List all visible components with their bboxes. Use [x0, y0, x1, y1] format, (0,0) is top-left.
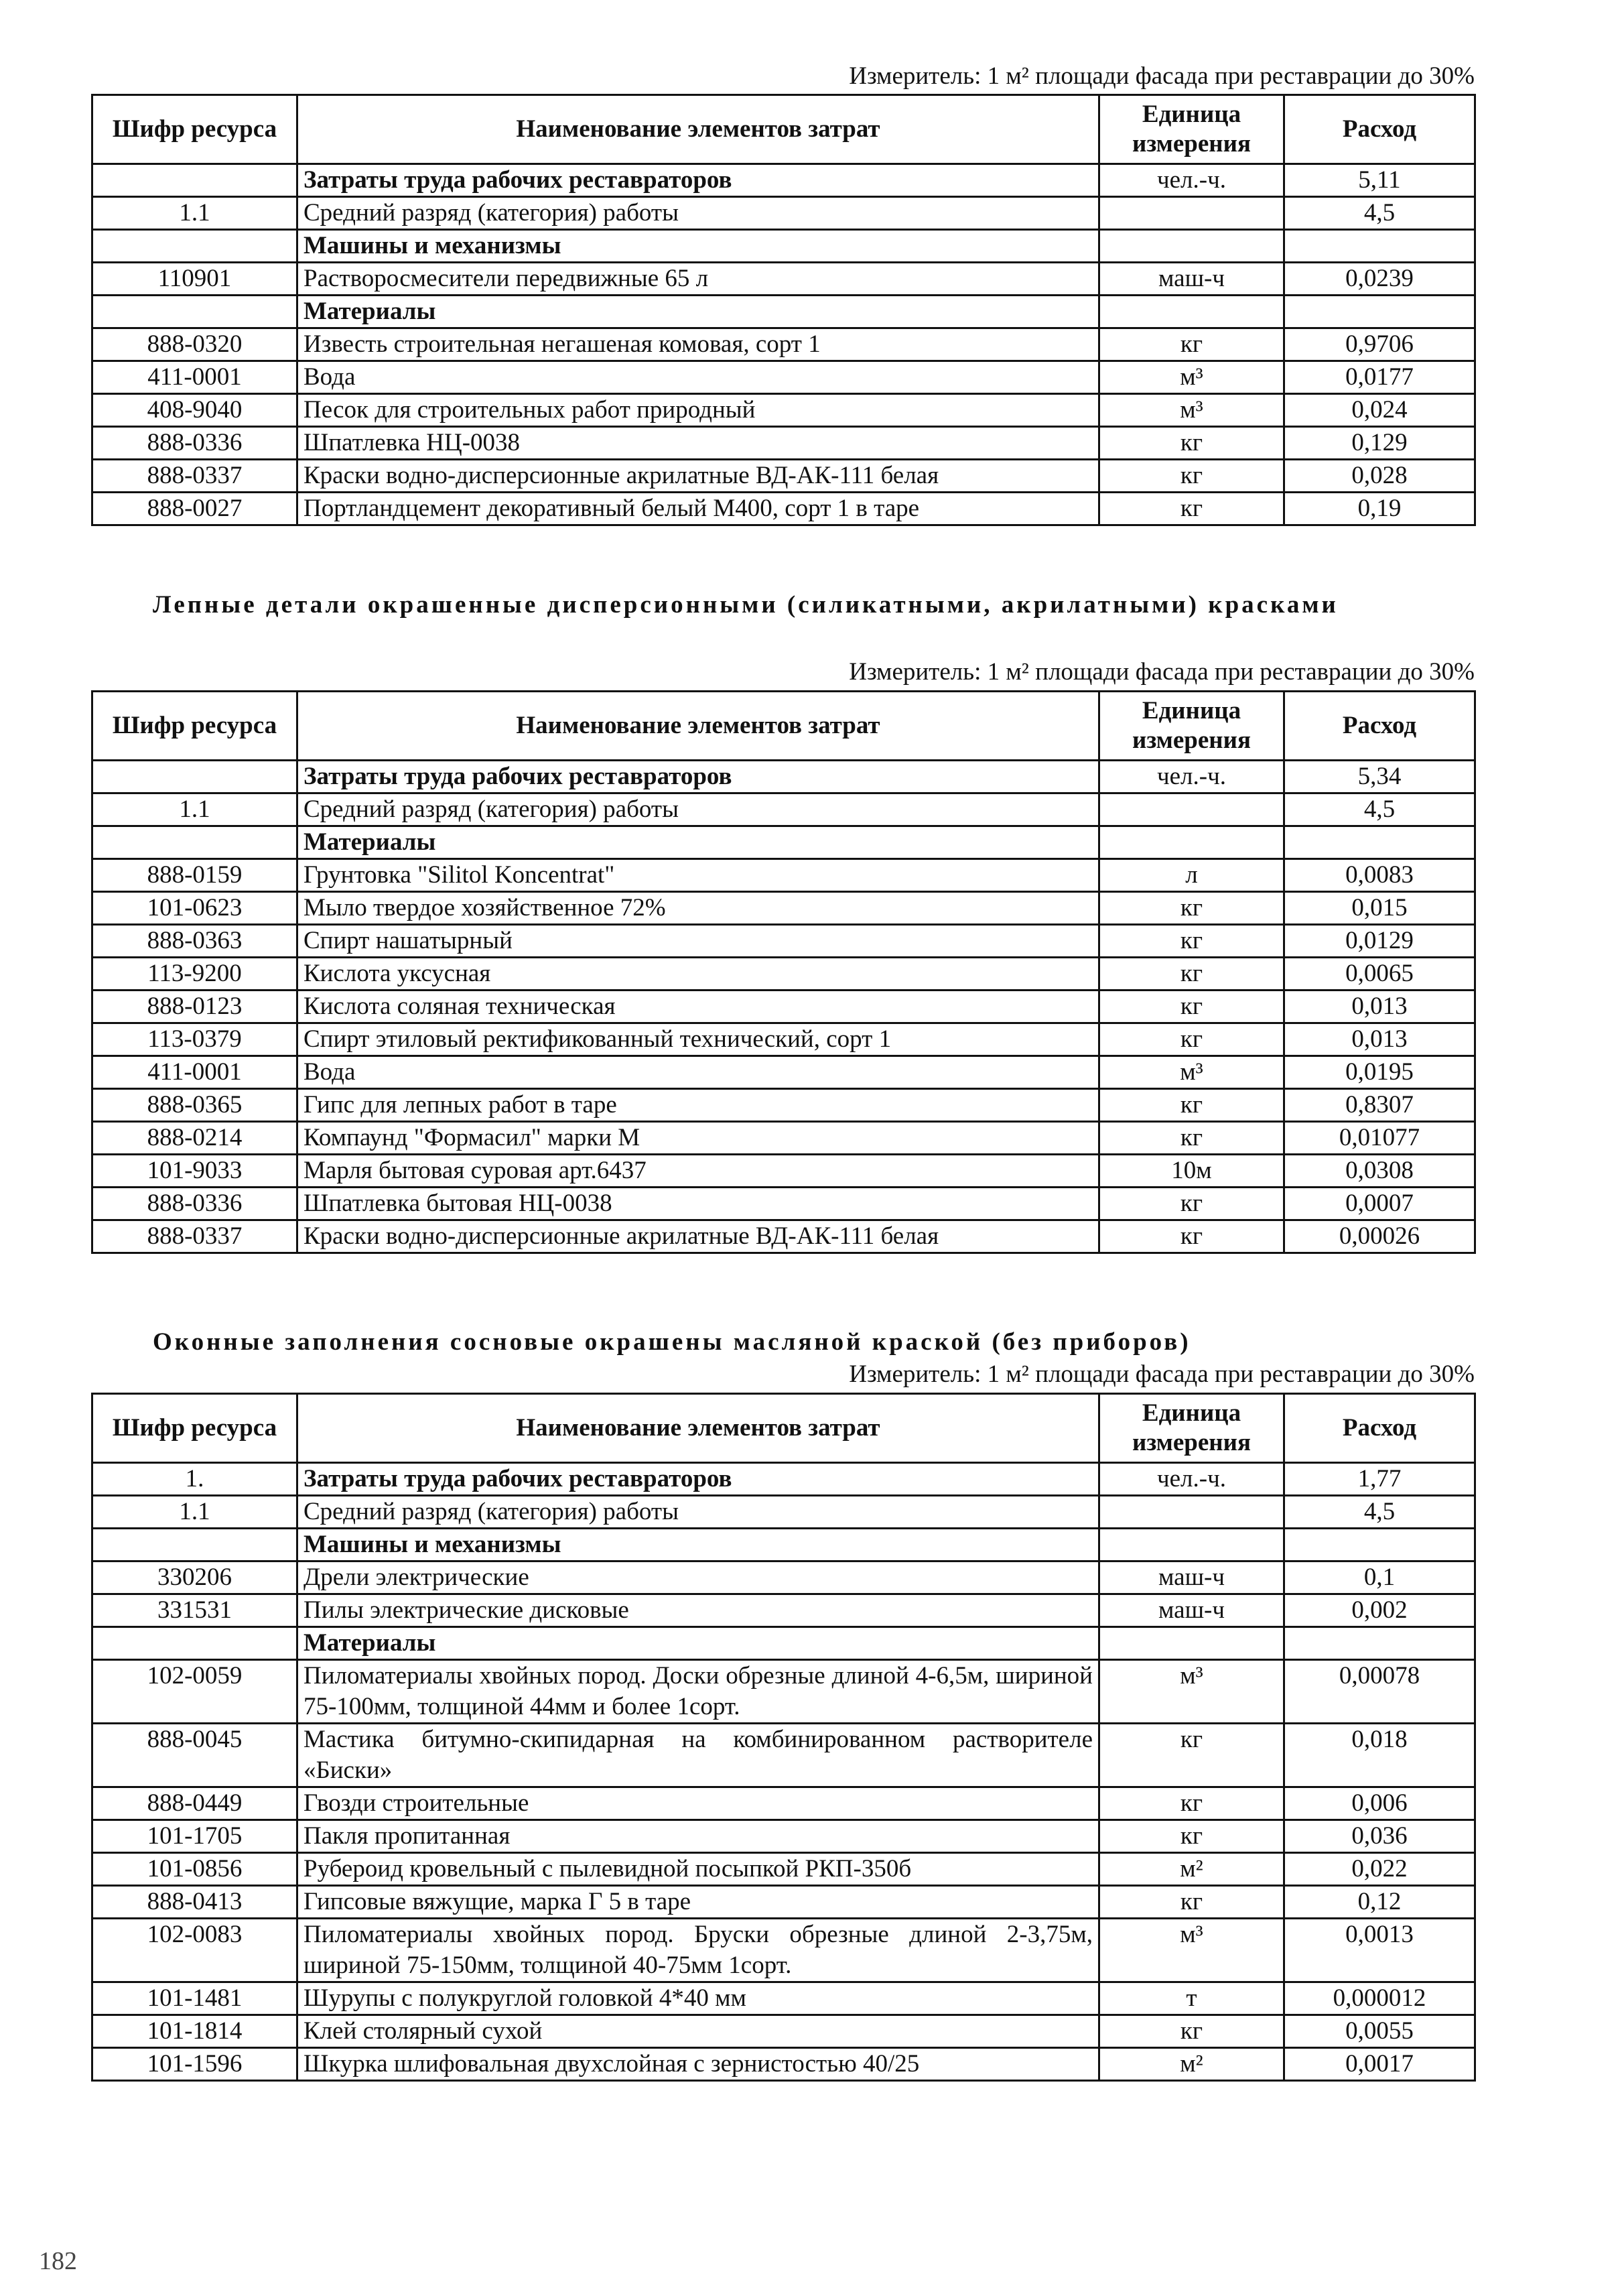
name-cell: Краски водно-дисперсионные акрилатные ВД-АК-111 белая	[297, 1220, 1099, 1253]
name-cell: Марля бытовая суровая арт.6437	[297, 1155, 1099, 1188]
qty-cell: 0,8307	[1284, 1089, 1475, 1122]
name-cell: Пиломатериалы хвойных пород. Бруски обрезные длиной 2-3,75м, шириной 75-150мм, толщиной 40-75мм 1сорт.	[297, 1919, 1099, 1982]
section-title-3: Оконные заполнения сосновые окрашены масляной краской (без приборов)	[153, 1328, 1191, 1356]
qty-cell: 0,013	[1284, 991, 1475, 1023]
code-cell: 101-1814	[92, 2015, 297, 2048]
section-title-2: Лепные детали окрашенные дисперсионными (силикатными, акрилатными) красками	[153, 591, 1339, 619]
unit-cell	[1099, 296, 1284, 328]
table-row	[92, 892, 1475, 925]
meter-1: Измеритель: 1 м² площади фасада при реставрации до 30%	[849, 62, 1475, 90]
table-row	[92, 296, 1475, 328]
table-row	[92, 1056, 1475, 1089]
code-cell: 411-0001	[92, 361, 297, 394]
table-row	[92, 1496, 1475, 1529]
qty-cell: 0,0308	[1284, 1155, 1475, 1188]
qty-cell: 0,015	[1284, 892, 1475, 925]
table-row	[92, 1561, 1475, 1594]
header-code: Шифр ресурса	[92, 95, 297, 164]
unit-cell: 10м	[1099, 1155, 1284, 1188]
table-row	[92, 991, 1475, 1023]
header-unit: Единица измерения	[1099, 1394, 1284, 1463]
name-cell: Мастика битумно-скипидарная на комбинированном растворителе «Биски»	[297, 1724, 1099, 1787]
qty-cell: 5,11	[1284, 164, 1475, 197]
unit-cell	[1099, 1496, 1284, 1529]
unit-cell: кг	[1099, 1886, 1284, 1919]
unit-cell: кг	[1099, 991, 1284, 1023]
unit-cell	[1099, 1627, 1284, 1660]
code-cell: 1.1	[92, 793, 297, 826]
name-cell: Пакля пропитанная	[297, 1820, 1099, 1853]
unit-cell	[1099, 230, 1284, 263]
name-cell: Гвозди строительные	[297, 1787, 1099, 1820]
code-cell: 888-0337	[92, 460, 297, 493]
qty-cell: 0,024	[1284, 394, 1475, 427]
qty-cell: 0,002	[1284, 1594, 1475, 1627]
code-cell: 408-9040	[92, 394, 297, 427]
qty-cell: 5,34	[1284, 761, 1475, 793]
qty-cell: 0,006	[1284, 1787, 1475, 1820]
code-cell: 1.1	[92, 1496, 297, 1529]
header-name: Наименование элементов затрат	[297, 692, 1099, 761]
code-cell	[92, 1627, 297, 1660]
name-cell: Средний разряд (категория) работы	[297, 793, 1099, 826]
table-row	[92, 1982, 1475, 2015]
table-row	[92, 1886, 1475, 1919]
name-cell: Кислота уксусная	[297, 958, 1099, 991]
table-row	[92, 859, 1475, 892]
table-row	[92, 1220, 1475, 1253]
unit-cell: кг	[1099, 1787, 1284, 1820]
name-cell: Спирт нашатырный	[297, 925, 1099, 958]
table-row	[92, 1627, 1475, 1660]
table-row	[92, 1724, 1475, 1787]
table-row	[92, 1853, 1475, 1886]
table-row	[92, 164, 1475, 197]
qty-cell	[1284, 826, 1475, 859]
code-cell: 331531	[92, 1594, 297, 1627]
name-cell: Машины и механизмы	[297, 1529, 1099, 1561]
table-row	[92, 1787, 1475, 1820]
name-cell: Шпатлевка бытовая НЦ-0038	[297, 1188, 1099, 1220]
qty-cell: 0,000012	[1284, 1982, 1475, 2015]
qty-cell	[1284, 1627, 1475, 1660]
name-cell: Шкурка шлифовальная двухслойная с зернистостью 40/25	[297, 2048, 1099, 2081]
name-cell: Вода	[297, 1056, 1099, 1089]
code-cell: 101-1705	[92, 1820, 297, 1853]
name-cell: Компаунд "Формасил" марки М	[297, 1122, 1099, 1155]
qty-cell: 0,036	[1284, 1820, 1475, 1853]
unit-cell: м³	[1099, 1660, 1284, 1724]
unit-cell: кг	[1099, 493, 1284, 525]
table-row	[92, 394, 1475, 427]
qty-cell: 0,0013	[1284, 1919, 1475, 1982]
name-cell: Пилы электрические дисковые	[297, 1594, 1099, 1627]
table-row	[92, 1463, 1475, 1496]
name-cell: Машины и механизмы	[297, 230, 1099, 263]
unit-cell: кг	[1099, 328, 1284, 361]
code-cell	[92, 296, 297, 328]
unit-cell: м²	[1099, 2048, 1284, 2081]
code-cell: 888-0413	[92, 1886, 297, 1919]
qty-cell: 0,0055	[1284, 2015, 1475, 2048]
table-row	[92, 493, 1475, 525]
code-cell: 888-0320	[92, 328, 297, 361]
table-row	[92, 230, 1475, 263]
name-cell: Рубероид кровельный с пылевидной посыпкой РКП-350б	[297, 1853, 1099, 1886]
qty-cell: 0,12	[1284, 1886, 1475, 1919]
table-row	[92, 826, 1475, 859]
name-cell: Песок для строительных работ природный	[297, 394, 1099, 427]
unit-cell: м²	[1099, 1853, 1284, 1886]
table-row	[92, 1155, 1475, 1188]
qty-cell: 0,022	[1284, 1853, 1475, 1886]
qty-cell: 0,0195	[1284, 1056, 1475, 1089]
qty-cell: 4,5	[1284, 197, 1475, 230]
table-row	[92, 361, 1475, 394]
header-qty: Расход	[1284, 1394, 1475, 1463]
qty-cell: 1,77	[1284, 1463, 1475, 1496]
name-cell: Средний разряд (категория) работы	[297, 197, 1099, 230]
qty-cell: 0,9706	[1284, 328, 1475, 361]
resource-table-3	[91, 1393, 1476, 2082]
qty-cell	[1284, 1529, 1475, 1561]
qty-cell: 0,0065	[1284, 958, 1475, 991]
code-cell: 101-0623	[92, 892, 297, 925]
code-cell: 888-0045	[92, 1724, 297, 1787]
code-cell: 888-0365	[92, 1089, 297, 1122]
code-cell: 102-0059	[92, 1660, 297, 1724]
qty-cell	[1284, 296, 1475, 328]
unit-cell	[1099, 793, 1284, 826]
unit-cell: кг	[1099, 1089, 1284, 1122]
unit-cell: м³	[1099, 394, 1284, 427]
code-cell: 101-1596	[92, 2048, 297, 2081]
code-cell: 888-0159	[92, 859, 297, 892]
table-row	[92, 793, 1475, 826]
qty-cell: 0,129	[1284, 427, 1475, 460]
code-cell	[92, 230, 297, 263]
table-row	[92, 427, 1475, 460]
qty-cell: 0,0017	[1284, 2048, 1475, 2081]
table-row	[92, 958, 1475, 991]
name-cell: Гипсовые вяжущие, марка Г 5 в таре	[297, 1886, 1099, 1919]
name-cell: Кислота соляная техническая	[297, 991, 1099, 1023]
qty-cell: 4,5	[1284, 793, 1475, 826]
header-unit: Единица измерения	[1099, 692, 1284, 761]
qty-cell: 0,0129	[1284, 925, 1475, 958]
name-cell: Клей столярный сухой	[297, 2015, 1099, 2048]
name-cell: Материалы	[297, 826, 1099, 859]
header-name: Наименование элементов затрат	[297, 95, 1099, 164]
name-cell: Грунтовка "Silitol Koncentrat"	[297, 859, 1099, 892]
unit-cell: кг	[1099, 958, 1284, 991]
table-row	[92, 761, 1475, 793]
unit-cell: кг	[1099, 1724, 1284, 1787]
table-row	[92, 263, 1475, 296]
name-cell: Средний разряд (категория) работы	[297, 1496, 1099, 1529]
unit-cell: маш-ч	[1099, 1561, 1284, 1594]
code-cell: 330206	[92, 1561, 297, 1594]
page-number: 182	[39, 2247, 77, 2275]
qty-cell: 0,0007	[1284, 1188, 1475, 1220]
unit-cell: м³	[1099, 1056, 1284, 1089]
qty-cell: 0,0083	[1284, 859, 1475, 892]
name-cell: Затраты труда рабочих реставраторов	[297, 164, 1099, 197]
qty-cell: 0,00026	[1284, 1220, 1475, 1253]
unit-cell: м³	[1099, 1919, 1284, 1982]
code-cell: 888-0337	[92, 1220, 297, 1253]
unit-cell: кг	[1099, 2015, 1284, 2048]
table-row	[92, 1023, 1475, 1056]
table-row	[92, 1529, 1475, 1561]
table-header-row	[92, 1394, 1475, 1463]
name-cell: Растворосмесители передвижные 65 л	[297, 263, 1099, 296]
table-row	[92, 1820, 1475, 1853]
code-cell	[92, 826, 297, 859]
qty-cell: 0,01077	[1284, 1122, 1475, 1155]
code-cell: 110901	[92, 263, 297, 296]
table-row	[92, 1660, 1475, 1724]
header-name: Наименование элементов затрат	[297, 1394, 1099, 1463]
header-unit: Единица измерения	[1099, 95, 1284, 164]
qty-cell	[1284, 230, 1475, 263]
unit-cell	[1099, 1529, 1284, 1561]
code-cell	[92, 761, 297, 793]
code-cell: 411-0001	[92, 1056, 297, 1089]
name-cell: Спирт этиловый ректификованный технический, сорт 1	[297, 1023, 1099, 1056]
header-qty: Расход	[1284, 692, 1475, 761]
unit-cell: чел.-ч.	[1099, 164, 1284, 197]
code-cell: 888-0336	[92, 427, 297, 460]
table-row	[92, 197, 1475, 230]
code-cell: 1.1	[92, 197, 297, 230]
unit-cell: маш-ч	[1099, 1594, 1284, 1627]
name-cell: Затраты труда рабочих реставраторов	[297, 761, 1099, 793]
name-cell: Материалы	[297, 296, 1099, 328]
unit-cell: чел.-ч.	[1099, 761, 1284, 793]
unit-cell: кг	[1099, 1188, 1284, 1220]
name-cell: Портландцемент декоративный белый М400, сорт 1 в таре	[297, 493, 1099, 525]
name-cell: Материалы	[297, 1627, 1099, 1660]
name-cell: Вода	[297, 361, 1099, 394]
unit-cell: кг	[1099, 892, 1284, 925]
unit-cell: кг	[1099, 460, 1284, 493]
qty-cell: 0,00078	[1284, 1660, 1475, 1724]
name-cell: Пиломатериалы хвойных пород. Доски обрезные длиной 4-6,5м, шириной 75-100мм, толщиной 44мм и более 1сорт.	[297, 1660, 1099, 1724]
table-row	[92, 925, 1475, 958]
code-cell: 888-0027	[92, 493, 297, 525]
name-cell: Затраты труда рабочих реставраторов	[297, 1463, 1099, 1496]
table-row	[92, 1122, 1475, 1155]
unit-cell: кг	[1099, 1820, 1284, 1853]
name-cell: Гипс для лепных работ в таре	[297, 1089, 1099, 1122]
qty-cell: 0,0177	[1284, 361, 1475, 394]
name-cell: Краски водно-дисперсионные акрилатные ВД-АК-111 белая	[297, 460, 1099, 493]
qty-cell: 0,19	[1284, 493, 1475, 525]
unit-cell: кг	[1099, 925, 1284, 958]
header-qty: Расход	[1284, 95, 1475, 164]
qty-cell: 4,5	[1284, 1496, 1475, 1529]
code-cell: 888-0336	[92, 1188, 297, 1220]
qty-cell: 0,0239	[1284, 263, 1475, 296]
name-cell: Шпатлевка НЦ-0038	[297, 427, 1099, 460]
table-header-row	[92, 95, 1475, 164]
table-row	[92, 1188, 1475, 1220]
meter-3: Измеритель: 1 м² площади фасада при реставрации до 30%	[849, 1360, 1475, 1388]
code-cell: 101-9033	[92, 1155, 297, 1188]
unit-cell: м³	[1099, 361, 1284, 394]
table-row	[92, 2048, 1475, 2081]
unit-cell	[1099, 826, 1284, 859]
unit-cell: кг	[1099, 1220, 1284, 1253]
qty-cell: 0,018	[1284, 1724, 1475, 1787]
code-cell: 888-0363	[92, 925, 297, 958]
table-row	[92, 1089, 1475, 1122]
code-cell: 113-9200	[92, 958, 297, 991]
table-row	[92, 1594, 1475, 1627]
resource-table-1	[91, 94, 1476, 526]
code-cell: 888-0449	[92, 1787, 297, 1820]
name-cell: Известь строительная негашеная комовая, сорт 1	[297, 328, 1099, 361]
header-code: Шифр ресурса	[92, 1394, 297, 1463]
table-row	[92, 2015, 1475, 2048]
meter-2: Измеритель: 1 м² площади фасада при реставрации до 30%	[849, 658, 1475, 686]
unit-cell: кг	[1099, 1122, 1284, 1155]
code-cell: 102-0083	[92, 1919, 297, 1982]
qty-cell: 0,028	[1284, 460, 1475, 493]
unit-cell: чел.-ч.	[1099, 1463, 1284, 1496]
unit-cell: л	[1099, 859, 1284, 892]
table-header-row	[92, 692, 1475, 761]
code-cell: 101-0856	[92, 1853, 297, 1886]
qty-cell: 0,1	[1284, 1561, 1475, 1594]
header-code: Шифр ресурса	[92, 692, 297, 761]
unit-cell: маш-ч	[1099, 263, 1284, 296]
table-row	[92, 460, 1475, 493]
resource-table-2	[91, 690, 1476, 1254]
table-row	[92, 1919, 1475, 1982]
qty-cell: 0,013	[1284, 1023, 1475, 1056]
table-row	[92, 328, 1475, 361]
unit-cell	[1099, 197, 1284, 230]
code-cell: 1.	[92, 1463, 297, 1496]
code-cell: 113-0379	[92, 1023, 297, 1056]
code-cell	[92, 1529, 297, 1561]
unit-cell: т	[1099, 1982, 1284, 2015]
code-cell: 101-1481	[92, 1982, 297, 2015]
name-cell: Дрели электрические	[297, 1561, 1099, 1594]
unit-cell: кг	[1099, 1023, 1284, 1056]
code-cell	[92, 164, 297, 197]
unit-cell: кг	[1099, 427, 1284, 460]
name-cell: Шурупы с полукруглой головкой 4*40 мм	[297, 1982, 1099, 2015]
code-cell: 888-0214	[92, 1122, 297, 1155]
name-cell: Мыло твердое хозяйственное 72%	[297, 892, 1099, 925]
code-cell: 888-0123	[92, 991, 297, 1023]
